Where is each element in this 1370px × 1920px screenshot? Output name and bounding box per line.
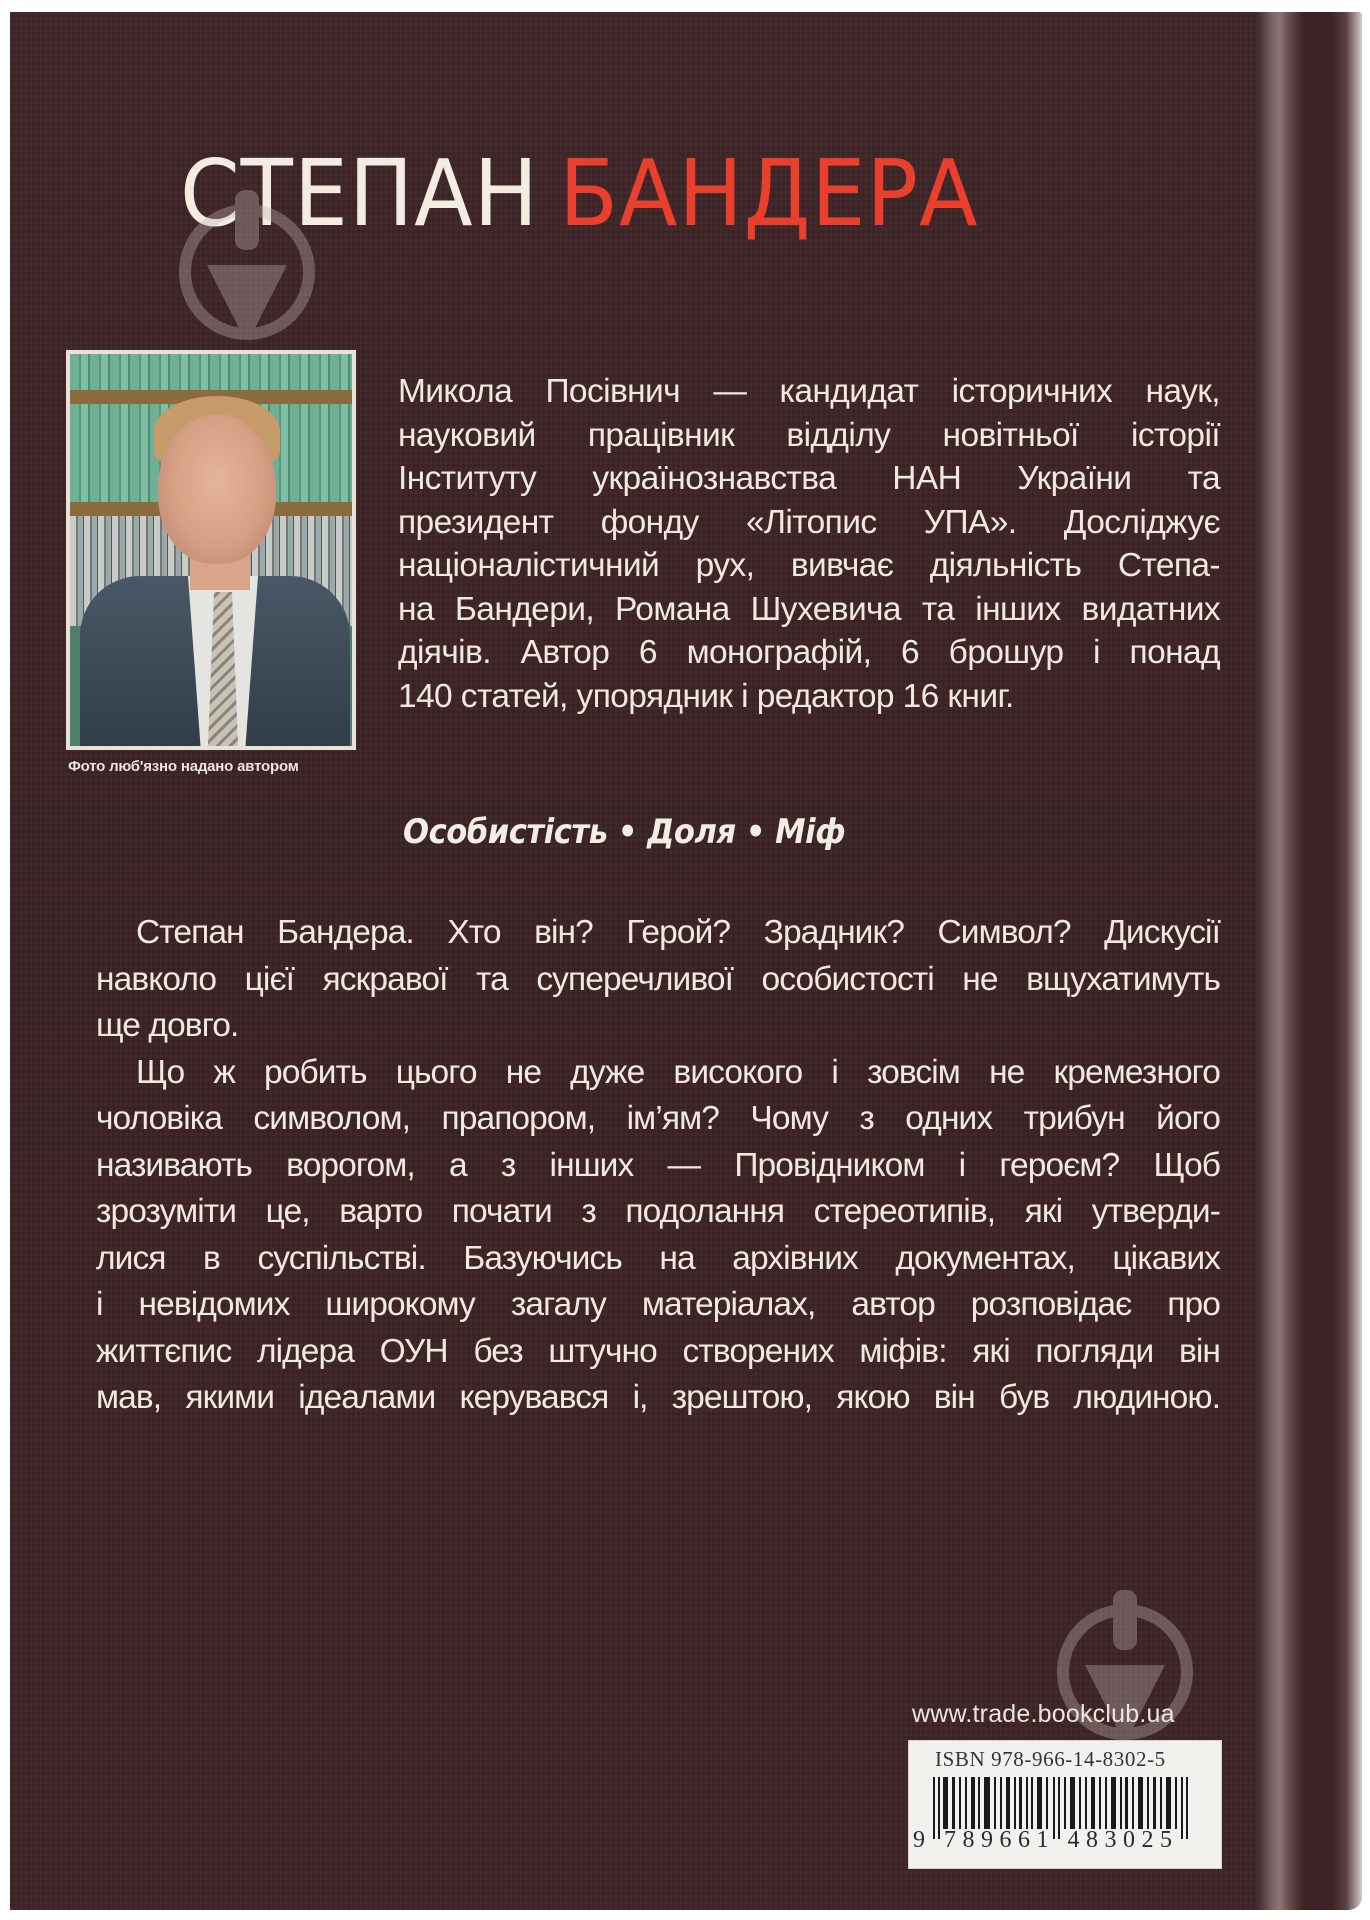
title-first-name: СТЕПАН	[180, 140, 539, 247]
bio-line: 140 статей, упорядник і редактор 16 книг.	[398, 677, 1014, 715]
publisher-website: www.trade.bookclub.ua	[912, 1700, 1175, 1728]
bio-line: діячів. Автор 6 монографій, 6 брошур і понад	[398, 634, 1220, 671]
isbn-number: ISBN 978-966-14-8302-5	[935, 1747, 1166, 1771]
blurb-line: навколо цієї яскравої та суперечливої особистості не вщухатимуть	[96, 960, 1220, 998]
person-face	[158, 414, 276, 564]
bio-line: Інституту українознавства НАН України та	[398, 460, 1220, 497]
book-back-cover	[10, 12, 1362, 1910]
blurb-line: Степан Бандера. Хто він? Герой? Зрадник? Символ? Дискусії	[136, 914, 1220, 951]
barcode-digits: 9 789661 483025	[913, 1827, 1179, 1853]
blurb-line: мав, якими ідеалами керувався і, зрештою, якою він був людиною.	[96, 1379, 1220, 1416]
book-blurb	[96, 910, 1220, 1422]
book-spine-edge	[1254, 12, 1362, 1910]
bio-line: Микола Посівнич — кандидат історичних наук,	[398, 373, 1220, 410]
author-photo	[66, 350, 356, 750]
blurb-line: Що ж робить цього не дуже високого і зовсім не кремезного	[136, 1053, 1220, 1091]
blurb-line: лися в суспільстві. Базуючись на архівних документах, цікавих	[96, 1239, 1220, 1277]
photo-caption: Фото люб'язно надано автором	[68, 758, 299, 775]
author-bio	[398, 370, 1220, 718]
blurb-line: ще довго.	[96, 1007, 239, 1044]
blurb-line: називають ворогом, а з інших — Провідником і героєм? Щоб	[96, 1146, 1220, 1184]
bio-line: президент фонду «Літопис УПА». Досліджує	[398, 503, 1220, 541]
bio-line: науковий працівник відділу новітньої історії	[398, 416, 1220, 454]
blurb-line: зрозуміти це, варто почати з подолання стереотипів, які утверди-	[96, 1193, 1220, 1230]
shovel-watermark-icon	[172, 190, 322, 340]
bio-line: на Бандери, Романа Шухевича та інших видатних	[398, 590, 1220, 628]
blurb-line: життєпис лідера ОУН без штучно створених міфів: які погляди він	[96, 1332, 1220, 1370]
tagline: Особистість • Доля • Міф	[403, 812, 846, 852]
bio-line: націоналістичний рух, вивчає діяльність Степа-	[398, 547, 1220, 584]
isbn-barcode-label	[908, 1740, 1222, 1869]
blurb-line: чоловіка символом, прапором, ім’ям? Чому з одних трибун його	[96, 1100, 1220, 1137]
blurb-line: і невідомих широкому загалу матеріалах, автор розповідає про	[96, 1286, 1220, 1323]
title-last-name: БАНДЕРА	[559, 140, 979, 247]
bookshelf-upper	[70, 354, 352, 390]
